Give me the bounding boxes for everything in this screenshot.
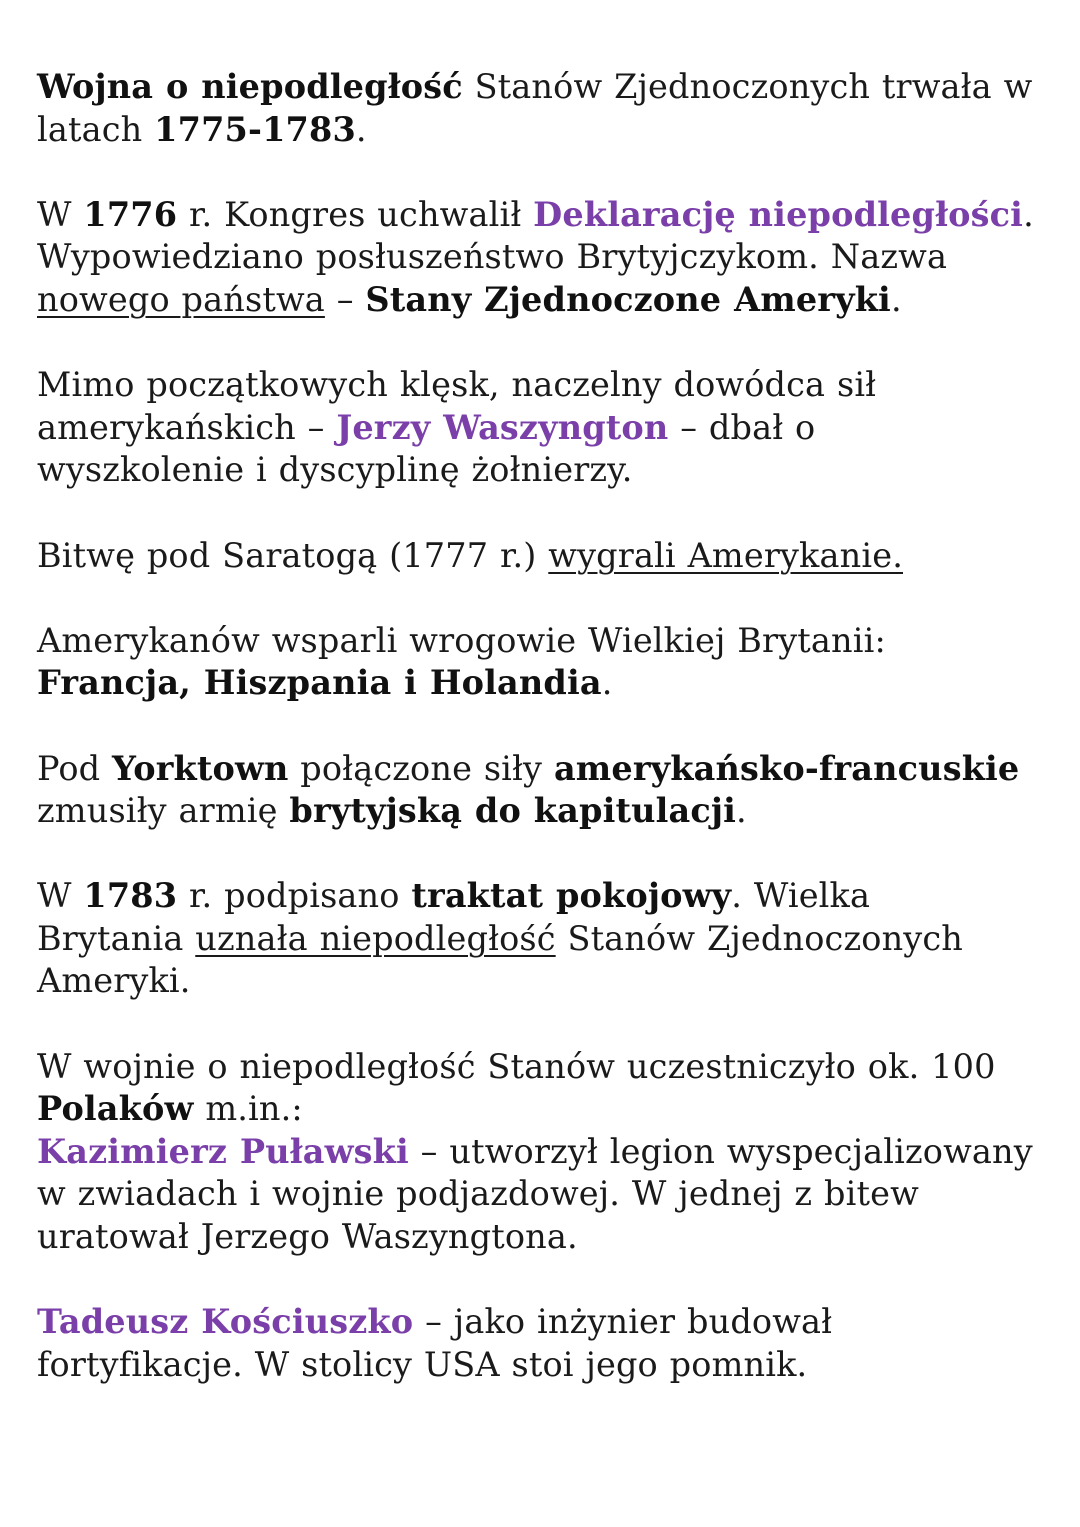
term-declaration: Deklarację niepodległości [533, 194, 1024, 234]
text: – dbał o [668, 407, 816, 447]
line [37, 1046, 1067, 1089]
line [37, 1344, 1067, 1387]
text: . [736, 791, 747, 831]
text: . [601, 663, 613, 703]
text: Wypowiedziano posłuszeństwo Brytyjczykom. Nazwa [37, 237, 948, 277]
line [37, 66, 1067, 109]
line [37, 236, 1067, 279]
paragraph-peace-treaty [37, 875, 1067, 1003]
line [37, 449, 1067, 492]
line [37, 194, 1067, 237]
term-capitulation: brytyjską do kapitulacji [289, 791, 737, 831]
line [37, 662, 1067, 705]
text: – [324, 279, 366, 319]
paragraph-yorktown [37, 748, 1067, 833]
text: wyszkolenie i dyscyplinę żołnierzy. [37, 450, 633, 490]
person-kazimierz-pulawski: Kazimierz Puławski [37, 1131, 409, 1171]
date-1775-1783: 1775-1783 [154, 109, 356, 149]
line [37, 364, 1067, 407]
line [37, 535, 1067, 578]
paragraph-saratoga [37, 535, 1067, 578]
paragraph-declaration [37, 194, 1067, 322]
text: amerykańskich – [37, 407, 337, 447]
term-american-french: amerykańsko-francuskie [553, 748, 1020, 788]
person-tadeusz-kosciuszko: Tadeusz Kościuszko [37, 1302, 414, 1342]
text: m.in.: [193, 1089, 303, 1129]
date-1776: 1776 [83, 194, 178, 234]
person-jerzy-waszyngton: Jerzy Waszyngton [336, 407, 669, 447]
text: . Wielka [731, 876, 871, 916]
paragraph-washington [37, 364, 1067, 492]
underlined-recognized-independence: uznała niepodległość [195, 918, 556, 958]
text: W [37, 194, 84, 234]
underlined-americans-won: wygrali Amerykanie. [548, 535, 903, 575]
text: Stanów Zjednoczonych trwała w [462, 67, 1033, 106]
term-independence-war: Wojna o niepodległość [37, 67, 463, 106]
term-yorktown: Yorktown [112, 748, 289, 788]
paragraph-kosciuszko [37, 1301, 1067, 1386]
date-1783: 1783 [83, 876, 178, 916]
text: – jako inżynier budował [413, 1302, 833, 1342]
text: latach [37, 109, 155, 149]
term-peace-treaty: traktat pokojowy [411, 876, 732, 916]
term-poles: Polaków [37, 1089, 194, 1129]
paragraph-polish-participants [37, 1046, 1067, 1259]
line [37, 1131, 1067, 1174]
text: fortyfikacje. W stolicy USA stoi jego pomnik. [37, 1344, 808, 1384]
line [37, 875, 1067, 918]
underlined-new-state: nowego państwa [37, 279, 325, 319]
text: r. Kongres uchwalił [177, 194, 534, 234]
line [37, 748, 1067, 791]
text: połączone siły [288, 748, 554, 788]
line [37, 1301, 1067, 1344]
text: Pod [37, 748, 113, 788]
note-page [37, 66, 1067, 1386]
line [37, 1088, 1067, 1131]
text: Ameryki. [37, 961, 191, 1001]
text: Bitwę pod Saratogą (1777 r.) [37, 535, 549, 575]
term-usa: Stany Zjednoczone Ameryki [365, 279, 891, 319]
text: . [890, 279, 902, 319]
line [37, 407, 1067, 450]
text: zmusiły armię [37, 791, 290, 831]
line [37, 918, 1067, 961]
text: W [37, 876, 84, 916]
text: Amerykanów wsparli wrogowie Wielkiej Brytanii: [37, 620, 886, 660]
text: Stanów Zjednoczonych [555, 918, 964, 958]
text: W wojnie o niepodległość Stanów uczestniczyło ok. 100 [37, 1046, 996, 1086]
line [37, 960, 1067, 1003]
text: . [355, 109, 367, 149]
text: – utworzył legion wyspecjalizowany [408, 1131, 1033, 1171]
line [37, 1216, 1067, 1259]
line [37, 1173, 1067, 1216]
text: Mimo początkowych klęsk, naczelny dowódca sił [37, 365, 877, 405]
paragraph-allies [37, 620, 1067, 705]
line [37, 109, 1067, 152]
line [37, 620, 1067, 663]
text: r. podpisano [177, 876, 412, 916]
text: w zwiadach i wojnie podjazdowej. W jednej z bitew [37, 1174, 919, 1214]
text: Brytania [37, 918, 196, 958]
text: uratował Jerzego Waszyngtona. [37, 1217, 578, 1257]
paragraph-independence-war [37, 66, 1067, 151]
line [37, 279, 1067, 322]
line [37, 790, 1067, 833]
term-allies: Francja, Hiszpania i Holandia [37, 663, 602, 703]
text: . [1023, 194, 1034, 234]
